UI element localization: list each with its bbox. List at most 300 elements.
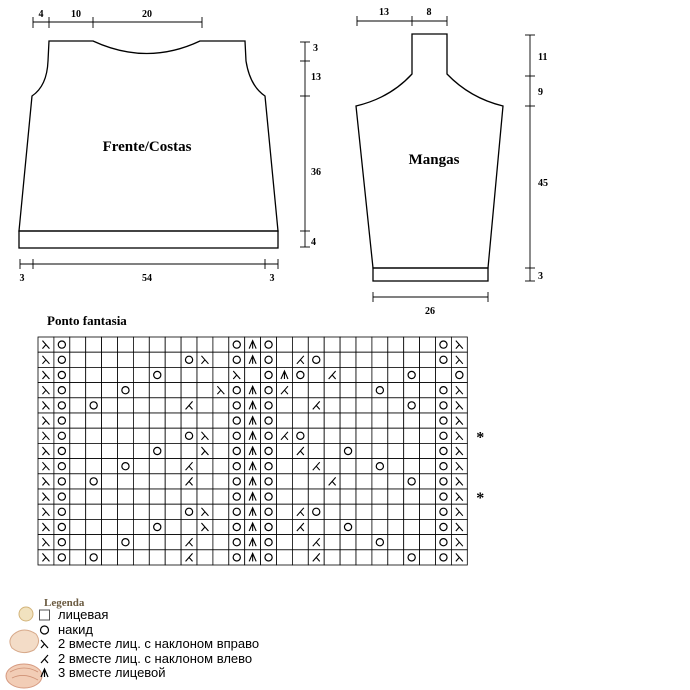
right-lean-stitch [451,535,467,550]
knit-stitch [420,352,436,367]
knit-stitch [213,519,229,534]
dim-sleeve-width: 26 [425,306,435,317]
knit-stitch [165,428,181,443]
right-lean-stitch [38,367,54,382]
knit-stitch [118,398,134,413]
knit-stitch [149,474,165,489]
right-lean-stitch [451,352,467,367]
k3tog-stitch [245,474,261,489]
knit-stitch [213,367,229,382]
k3tog-stitch [245,398,261,413]
knit-stitch [181,337,197,352]
knit-stitch [133,383,149,398]
yarn-over-stitch [149,367,165,382]
yarn-over-stitch [436,352,452,367]
yarn-over-stitch [436,474,452,489]
dim-shoulder: 4 [38,9,44,20]
knit-stitch [356,474,372,489]
knit-stitch [70,367,86,382]
knit-stitch [165,367,181,382]
yarn-over-stitch [261,489,277,504]
knit-stitch [118,519,134,534]
knit-stitch [420,337,436,352]
left-lean-stitch [308,459,324,474]
knit-stitch [292,474,308,489]
legend-label-right-lean: 2 вместе лиц. с наклоном вправо [58,636,260,651]
knit-stitch [70,337,86,352]
knit-stitch [165,474,181,489]
left-lean-stitch [292,443,308,458]
knit-stitch [388,383,404,398]
knit-stitch [277,352,293,367]
knit-stitch [292,535,308,550]
knit-stitch [356,504,372,519]
dim-cap-lower: 9 [538,87,543,98]
knit-stitch [372,428,388,443]
knit-stitch [340,398,356,413]
knit-stitch [102,459,118,474]
dim-cuff: 3 [538,271,543,282]
right-lean-stitch [38,413,54,428]
yarn-over-stitch [181,352,197,367]
knit-stitch [86,383,102,398]
knit-stitch [86,367,102,382]
knit-stitch [197,489,213,504]
knit-stitch [118,337,134,352]
yarn-over-stitch [404,474,420,489]
knit-stitch [372,489,388,504]
knit-stitch [404,459,420,474]
dim-body: 36 [311,167,321,178]
knit-stitch [149,550,165,565]
knit-stitch [213,550,229,565]
knit-stitch [197,367,213,382]
yarn-over-stitch [451,367,467,382]
yarn-over-stitch [340,443,356,458]
knit-stitch [372,367,388,382]
yarn-over-stitch [149,519,165,534]
row-marker: * [476,490,485,508]
yarn-over-stitch [436,550,452,565]
knit-stitch [86,519,102,534]
yarn-over-stitch [261,383,277,398]
knit-stitch [133,519,149,534]
knit-stitch [102,474,118,489]
knit-stitch [70,383,86,398]
yarn-over-stitch [261,504,277,519]
knit-stitch [420,428,436,443]
knit-stitch [277,474,293,489]
knit-stitch [86,459,102,474]
knit-stitch [102,550,118,565]
knit-stitch [149,428,165,443]
knit-stitch [165,443,181,458]
knit-stitch [324,504,340,519]
knit-stitch [372,443,388,458]
knit-stitch [149,398,165,413]
yarn-over-stitch [261,337,277,352]
right-lean-stitch [451,519,467,534]
legend-item-left-lean [38,652,252,666]
yarn-over-stitch [404,398,420,413]
knit-stitch [133,535,149,550]
knit-stitch [102,504,118,519]
k3tog-stitch [245,413,261,428]
knit-stitch [356,489,372,504]
knit-stitch [372,337,388,352]
k3tog-stitch [245,489,261,504]
knit-stitch [340,504,356,519]
knit-stitch [292,398,308,413]
knit-stitch [133,489,149,504]
left-lean-stitch [308,550,324,565]
knit-stitch [86,337,102,352]
knit-stitch [149,489,165,504]
right-lean-stitch [451,550,467,565]
knit-stitch [324,337,340,352]
knit-stitch [149,337,165,352]
knit-stitch [118,489,134,504]
right-lean-stitch [451,459,467,474]
k3tog-stitch [245,337,261,352]
left-lean-stitch [292,519,308,534]
k3tog-stitch [245,352,261,367]
right-lean-stitch [38,504,54,519]
knit-stitch [324,443,340,458]
knit-stitch [213,459,229,474]
knit-stitch [388,504,404,519]
yarn-over-stitch [436,398,452,413]
knit-stitch [149,383,165,398]
knit-stitch [197,550,213,565]
knit-stitch [197,337,213,352]
knit-stitch [388,489,404,504]
knit-stitch [356,337,372,352]
yarn-over-stitch [340,519,356,534]
right-lean-stitch [38,550,54,565]
knit-stitch [197,383,213,398]
right-lean-stitch [229,367,245,382]
front-back-label: Frente/Costas [102,139,192,155]
knit-stitch [213,535,229,550]
yarn-over-stitch [54,337,70,352]
right-lean-stitch [38,459,54,474]
yarn-over-stitch [86,474,102,489]
knit-stitch [245,367,261,382]
k3tog-stitch [245,519,261,534]
knit-stitch [404,519,420,534]
knit-stitch [70,352,86,367]
knit-stitch [356,550,372,565]
knit-stitch [324,398,340,413]
right-lean-stitch [38,535,54,550]
k3tog-symbol-icon [38,667,52,679]
knit-stitch [420,398,436,413]
yarn-over-stitch [261,459,277,474]
knit-stitch [340,383,356,398]
knit-stitch [102,413,118,428]
knit-stitch [102,519,118,534]
knit-stitch [149,459,165,474]
right-lean-stitch [38,489,54,504]
knit-stitch [356,398,372,413]
yarn-over-stitch [229,398,245,413]
knit-stitch [292,383,308,398]
dim-hem-height: 4 [311,237,316,248]
knit-stitch [277,535,293,550]
knit-stitch [420,489,436,504]
knit-stitch [133,443,149,458]
knit-stitch [133,337,149,352]
yarn-over-stitch [86,398,102,413]
yarn-over-stitch [436,443,452,458]
knit-stitch [308,337,324,352]
yarn-over-stitch [308,352,324,367]
knit-stitch [308,367,324,382]
knit-stitch [308,519,324,534]
knit-stitch [277,337,293,352]
knit-symbol-icon [38,609,52,621]
knit-stitch [102,337,118,352]
knit-stitch [308,383,324,398]
knit-stitch [213,337,229,352]
knit-stitch [308,413,324,428]
right-lean-stitch [38,337,54,352]
dim-neck-depth: 3 [313,43,318,54]
right-lean-stitch [197,428,213,443]
knit-stitch [324,383,340,398]
yarn-over-stitch [118,459,134,474]
yarn-over-stitch [118,383,134,398]
knit-stitch [102,383,118,398]
knit-stitch [102,443,118,458]
knit-stitch [213,443,229,458]
knit-stitch [388,519,404,534]
right-lean-stitch [451,337,467,352]
knit-stitch [149,535,165,550]
right-lean-stitch [197,352,213,367]
left-lean-stitch [181,535,197,550]
knit-stitch [133,413,149,428]
knit-stitch [102,398,118,413]
knit-stitch [308,443,324,458]
yarn-over-stitch [54,474,70,489]
knit-stitch [133,398,149,413]
right-lean-stitch [451,474,467,489]
knit-stitch [118,550,134,565]
knit-stitch [388,413,404,428]
knit-stitch [388,459,404,474]
knit-stitch [372,398,388,413]
legend-label-yarn-over: накид [58,622,93,637]
legend-label-k3tog: 3 вместе лицевой [58,665,166,680]
yarn-over-stitch [261,428,277,443]
knit-stitch [340,489,356,504]
knit-stitch [197,535,213,550]
knit-stitch [70,504,86,519]
knit-stitch [372,504,388,519]
knit-stitch [118,413,134,428]
knit-stitch [149,504,165,519]
knit-stitch [324,535,340,550]
dim-cap-top: 8 [426,7,432,18]
knit-stitch [324,489,340,504]
knit-stitch [133,474,149,489]
right-lean-stitch [38,428,54,443]
knit-stitch [213,352,229,367]
right-lean-stitch [213,383,229,398]
knit-stitch [277,443,293,458]
knit-stitch [420,459,436,474]
left-lean-stitch [181,550,197,565]
knit-stitch [340,337,356,352]
right-lean-stitch [38,383,54,398]
knit-stitch [70,428,86,443]
knit-stitch [118,428,134,443]
knit-stitch [165,519,181,534]
knit-stitch [388,367,404,382]
left-lean-stitch [308,535,324,550]
knit-stitch [213,489,229,504]
left-lean-stitch [308,398,324,413]
knit-stitch [213,413,229,428]
yarn-over-stitch [261,398,277,413]
knit-stitch [324,428,340,443]
knit-stitch [118,474,134,489]
knit-stitch [133,504,149,519]
right-lean-stitch [451,443,467,458]
knit-stitch [181,443,197,458]
knit-stitch [292,550,308,565]
yarn-over-stitch [118,535,134,550]
knit-stitch [213,428,229,443]
yarn-over-stitch [292,367,308,382]
knit-stitch [133,352,149,367]
knit-stitch [197,459,213,474]
knit-stitch [86,489,102,504]
knit-stitch [70,474,86,489]
knit-stitch [197,413,213,428]
knit-stitch [404,443,420,458]
knit-stitch [420,550,436,565]
yarn-over-stitch [436,413,452,428]
yarn-over-stitch [54,352,70,367]
dim-armhole: 13 [311,72,321,83]
knit-stitch [277,459,293,474]
yarn-over-stitch [54,459,70,474]
knit-stitch [372,352,388,367]
knit-stitch [86,352,102,367]
knit-stitch [340,550,356,565]
legend-label-knit: лицевая [58,607,109,622]
knit-stitch [86,443,102,458]
knit-stitch [86,535,102,550]
knit-stitch [181,383,197,398]
right-lean-stitch [197,519,213,534]
knit-stitch [340,428,356,443]
row-marker: * [476,429,485,447]
knit-stitch [70,489,86,504]
knit-stitch [213,474,229,489]
knit-stitch [324,413,340,428]
knit-stitch [388,352,404,367]
knit-stitch [118,352,134,367]
knit-stitch [292,413,308,428]
knit-stitch [420,367,436,382]
k3tog-stitch [245,535,261,550]
yarn-over-stitch [261,352,277,367]
yarn-over-stitch [308,504,324,519]
knit-stitch [277,489,293,504]
knit-stitch [197,398,213,413]
knit-stitch [372,519,388,534]
yarn-over-stitch [372,535,388,550]
knit-stitch [340,459,356,474]
knit-stitch [356,443,372,458]
k3tog-stitch [245,504,261,519]
knit-stitch [404,352,420,367]
knit-stitch [356,428,372,443]
k3tog-stitch [245,459,261,474]
knit-stitch [324,459,340,474]
knit-stitch [356,352,372,367]
knit-stitch [436,367,452,382]
knit-stitch [118,367,134,382]
left-lean-decrease-icon [38,653,52,665]
legend-item-knit [38,608,108,622]
dim-side-right: 3 [269,273,275,284]
knit-stitch [70,550,86,565]
knit-stitch [133,367,149,382]
yarn-over-stitch [229,459,245,474]
yarn-over-stitch [229,474,245,489]
knit-stitch [292,337,308,352]
knit-stitch [420,474,436,489]
knit-stitch [308,489,324,504]
yarn-over-stitch [261,519,277,534]
knit-stitch [165,398,181,413]
right-lean-stitch [197,504,213,519]
yarn-over-stitch [261,367,277,382]
legend-item-yarn-over [38,623,93,637]
yarn-over-stitch [436,383,452,398]
right-lean-decrease-icon [38,638,52,650]
knit-stitch [420,535,436,550]
yarn-over-stitch [229,337,245,352]
knit-stitch [277,504,293,519]
k3tog-stitch [245,428,261,443]
yarn-over-stitch [229,413,245,428]
knit-stitch [388,443,404,458]
dim-width: 54 [142,273,152,284]
knit-stitch [340,413,356,428]
knit-stitch [118,443,134,458]
knit-stitch [102,535,118,550]
knit-stitch [70,398,86,413]
right-lean-stitch [38,519,54,534]
left-lean-stitch [292,352,308,367]
knit-stitch [181,489,197,504]
knit-stitch [356,383,372,398]
legend-item-k3tog [38,666,166,680]
knit-stitch [102,489,118,504]
yarn-over-stitch [436,519,452,534]
knit-stitch [102,352,118,367]
yarn-over-symbol-icon [38,624,52,636]
knit-stitch [308,474,324,489]
knit-stitch [165,459,181,474]
knit-stitch [356,413,372,428]
